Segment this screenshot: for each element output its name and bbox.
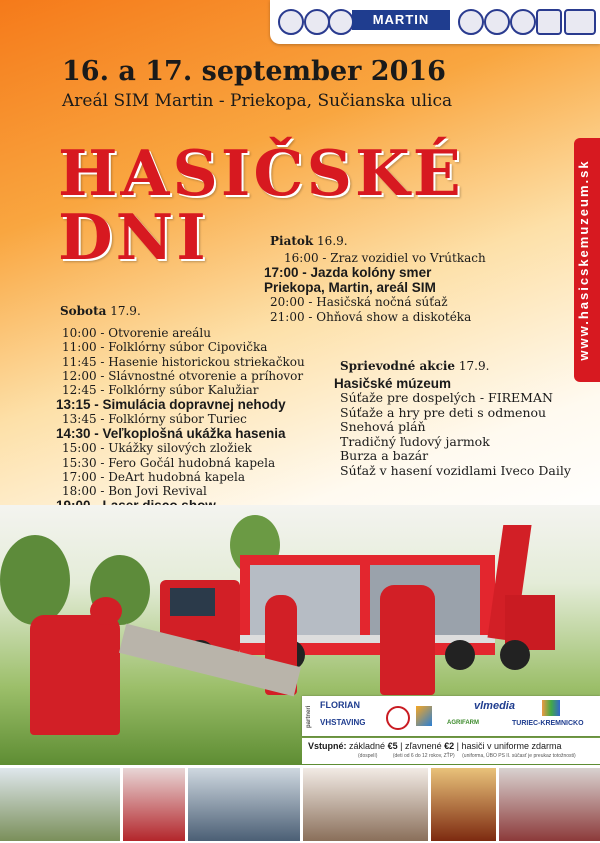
list-item: Snehová pláň (340, 419, 426, 435)
police-crest-icon (304, 9, 330, 35)
website-url[interactable]: www.hasicskemuzeum.sk (576, 159, 591, 361)
list-item: 18:00 - Bon Jovi Revival (62, 484, 207, 499)
turiec-logo-icon (542, 700, 560, 716)
list-item: 10:00 - Otvorenie areálu (62, 326, 211, 341)
friday-label: Piatok (270, 234, 314, 248)
list-item: Súťaž v hasení vozidlami Iveco Daily (340, 462, 571, 478)
sponsor-florian: FLORIAN (320, 700, 360, 710)
club-logo-icon (564, 9, 596, 35)
saturday-label: Sobota (60, 304, 107, 318)
side-events-label: Sprievodné akcie (340, 359, 456, 373)
sponsor-vlmedia: vlmedia (474, 700, 515, 712)
thumbnail-photo (123, 768, 185, 841)
firefighters-note: (uniforma, ÚBO PS II. súčasť je preukaz totožnosti) (462, 753, 576, 759)
list-item: 11:45 - Hasenie historickou striekačkou (62, 354, 305, 369)
sponsor-logo-icon (416, 706, 432, 726)
helmet-figure (90, 597, 122, 625)
event-venue: Areál SIM Martin - Priekopa, Sučianska ulica (62, 91, 453, 111)
list-item: Súťaže pre dospelých - FIREMAN (340, 390, 553, 406)
title-line-2: DNI (58, 200, 209, 274)
list-item: 16:00 - Zraz vozidiel vo Vrútkach (284, 251, 486, 266)
side-events-date: 17.9. (458, 359, 490, 373)
list-item: Tradičný ľudový jarmok (340, 433, 490, 449)
list-item: 15:00 - Ukážky silových zložiek (62, 441, 252, 456)
sponsor-turiec: TURIEC-KREMNICKO (512, 720, 584, 727)
city-crest-icon (458, 9, 484, 35)
thumbnail-photo (499, 768, 600, 841)
firefighter-figure (30, 615, 120, 735)
helmet-logo-icon (536, 9, 562, 35)
list-item: 20:00 - Hasičská nočná súťaž (270, 295, 448, 310)
list-item: 12:45 - Folklórny súbor Kalužiar (62, 383, 259, 398)
list-item: 12:00 - Slávnostné otvorenie a príhovor (62, 368, 304, 383)
list-item: Burza a bazár (340, 448, 429, 464)
sponsor-strip (302, 696, 600, 736)
list-item: 13:45 - Folklórny súbor Turiec (62, 412, 247, 427)
friday-date: 16.9. (317, 234, 348, 248)
list-item: 15:30 - Fero Gočál hudobná kapela (62, 455, 276, 470)
price-strip: Vstupné: základné €5 | zľavnené €2 | hasiči v uniforme zdarma (dospelí) (deti od 6 do 12 rokov, ZŤP) (uniforma, ÚBO PS II. súčasť je preukaz totožnosti) (302, 738, 600, 764)
sponsor-agrifarm: AGRIFARM (447, 720, 479, 726)
event-date: 16. a 17. september 2016 (62, 56, 446, 87)
ministry-crest-icon (484, 9, 510, 35)
sponsor-vhstaving: VHSTAVING (320, 718, 366, 727)
list-item: 13:15 - Simulácia dopravnej nehody (56, 397, 286, 413)
reduced-note: (deti od 6 do 12 rokov, ZŤP) (392, 753, 455, 759)
list-item: 17:00 - Jazda kolóny smer (264, 265, 432, 281)
side-events (334, 359, 571, 478)
saturday-heading (60, 304, 305, 318)
list-item: 21:00 - Ohňová show a diskotéka (270, 309, 472, 324)
firefighters-text: hasiči v uniforme zdarma (461, 741, 562, 751)
saturday-schedule (56, 304, 305, 513)
fire-badge-icon (328, 9, 354, 35)
reduced-price: €2 (444, 741, 455, 751)
title-line-1: HASIČSKÉ (58, 136, 464, 210)
list-item: Hasičské múzeum (334, 376, 452, 392)
photo-thumbnails (0, 766, 600, 843)
side-events-heading (340, 359, 571, 373)
sponsor-seal-icon (386, 706, 410, 730)
basic-label: základné (349, 741, 386, 751)
partners-label: partneri (306, 705, 312, 728)
firefighter-figure (380, 585, 435, 695)
hasici-crest-icon (278, 9, 304, 35)
basic-note: (dospelí) (358, 753, 378, 759)
list-item: Priekopa, Martin, areál SIM (264, 280, 436, 296)
thumbnail-photo (303, 768, 428, 841)
slovak-crest-icon (510, 9, 536, 35)
thumbnail-photo (188, 768, 300, 841)
list-item: Súťaže a hry pre deti s odmenou (340, 404, 547, 420)
thumbnail-photo (0, 768, 120, 841)
admission-label: Vstupné: (308, 741, 347, 751)
website-band (574, 138, 600, 382)
list-item: 14:30 - Veľkoplošná ukážka hasenia (56, 426, 286, 442)
basic-price: €5 (387, 741, 398, 751)
list-item: 17:00 - DeArt hudobná kapela (62, 469, 245, 484)
friday-heading (270, 234, 486, 248)
list-item: 11:00 - Folklórny súbor Cipovička (62, 340, 268, 355)
martin-logo: MARTIN (352, 10, 450, 30)
reduced-label: zľavnené (404, 741, 442, 751)
tree (0, 535, 70, 625)
saturday-date: 17.9. (110, 304, 141, 318)
logo-strip (270, 0, 600, 44)
thumbnail-photo (431, 768, 496, 841)
